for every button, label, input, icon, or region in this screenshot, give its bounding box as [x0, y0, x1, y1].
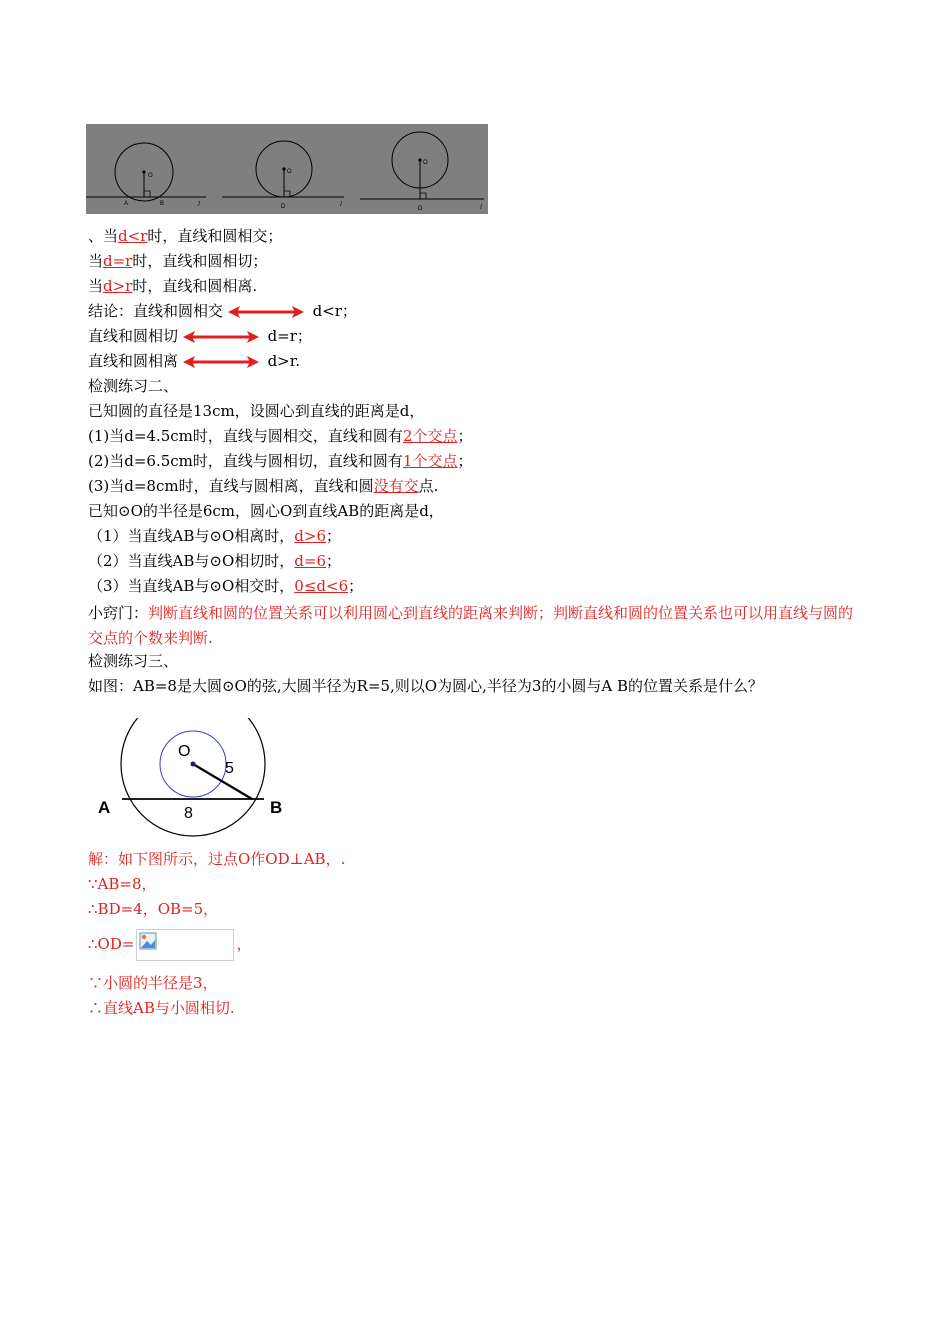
text: 直线和圆相切: [88, 327, 179, 345]
condition-separate: [88, 276, 257, 296]
solution-line-4: [88, 928, 251, 961]
label-b: B: [270, 798, 283, 817]
condition-intersect: [88, 226, 282, 246]
label-b-1: B: [160, 201, 165, 207]
solution-line-5: ∵小圆的半径是3，: [88, 974, 218, 992]
text: ；: [326, 552, 342, 570]
conclusion-tangent: [88, 326, 312, 346]
label-d-3: D: [418, 206, 423, 212]
text: (3)当d=8cm时，直线与圆相离，直线和圆: [88, 477, 374, 495]
text: 时，直线和圆相切；: [132, 252, 268, 270]
double-arrow-icon: [183, 355, 259, 369]
text: 当: [88, 252, 104, 270]
solution-line-3: ∴BD=4，OB=5，: [88, 900, 219, 918]
tip-paragraph: [88, 601, 868, 651]
text: （1）当直线AB与⊙O相离时，: [88, 527, 295, 545]
right-angle-mark-1: [144, 191, 150, 197]
right-angle-mark-3: [420, 193, 426, 199]
problem-1-part-1: [88, 426, 472, 446]
radius-ob: [193, 764, 252, 799]
solution-line-6: ∴直线AB与小圆相切.: [88, 999, 235, 1017]
answer-blank: d<r: [118, 227, 148, 245]
answer-blank: d=6: [294, 552, 326, 570]
double-arrow-icon: [228, 305, 304, 319]
formula-image-placeholder: [136, 929, 234, 961]
text: (1)当d=4.5cm时，直线与圆相交，直线和圆有: [88, 427, 403, 445]
text: ；: [457, 427, 473, 445]
text: d>r.: [267, 352, 301, 370]
concentric-circles-svg: [95, 718, 295, 842]
problem-statement-3: 如图：AB=8是大圆⊙O的弦,大圆半径为R=5,则以O为圆心,半径为3的小圆与A B的位置关系是什么？: [88, 677, 764, 695]
label-a-1: A: [124, 201, 129, 207]
label-a: A: [98, 798, 111, 817]
condition-tangent: [88, 251, 267, 271]
text: ；: [457, 452, 473, 470]
conclusion-intersect: [88, 301, 357, 321]
text: 、当: [88, 227, 119, 245]
text: d<r；: [312, 302, 357, 320]
label-l-2: l: [340, 200, 342, 208]
problem-2-part-2: [88, 551, 341, 571]
large-circle: [121, 718, 265, 836]
center-point-o: [191, 762, 196, 767]
answer-blank: 2个交点: [402, 427, 458, 445]
answer-blank: d>r: [103, 277, 133, 295]
text: ；: [326, 527, 342, 545]
label-l-1: l: [198, 200, 200, 208]
text: （3）当直线AB与⊙O相交时，: [88, 577, 295, 595]
problem-statement-1: 已知圆的直径是13cm，设圆心到直线的距离是d，: [88, 402, 425, 420]
text: d=r；: [267, 327, 312, 345]
text: 当: [88, 277, 104, 295]
answer-blank: 没有交: [373, 477, 419, 495]
label-o-1: O: [148, 173, 153, 179]
solution-line-2: ∵AB=8，: [88, 875, 157, 893]
problem-2-part-1: [88, 526, 341, 546]
label-5: 5: [225, 760, 234, 777]
label-o: O: [178, 743, 191, 760]
section-heading-3: 检测练习三、: [88, 652, 179, 670]
problem-1-part-3: [88, 476, 438, 496]
text: 时，直线和圆相离.: [132, 277, 258, 295]
label-l-3: l: [480, 203, 482, 211]
text: (2)当d=6.5cm时，直线与圆相切，直线和圆有: [88, 452, 403, 470]
label-8: 8: [184, 805, 193, 822]
circle-line-figure-svg: [86, 124, 488, 214]
circle-line-figure: [86, 124, 488, 214]
label-o-3: O: [423, 160, 428, 166]
answer-blank: 1个交点: [402, 452, 458, 470]
text: ∴OD=: [88, 935, 135, 953]
problem-statement-2: 已知⊙O的半径是6cm，圆心O到直线AB的距离是d，: [88, 502, 444, 520]
label-o-2: O: [287, 169, 292, 175]
text: 点.: [418, 477, 439, 495]
problem-2-part-3: [88, 576, 363, 596]
text: 时，直线和圆相交；: [147, 227, 283, 245]
text: （2）当直线AB与⊙O相切时，: [88, 552, 295, 570]
answer-blank: 0≤d<6: [294, 577, 349, 595]
concentric-circles-figure: [95, 718, 295, 842]
problem-1-part-2: [88, 451, 472, 471]
label-d-2: D: [281, 204, 286, 210]
conclusion-separate: [88, 351, 300, 371]
text: ；: [348, 577, 364, 595]
broken-image-icon: [139, 932, 157, 950]
tip-label: 小窍门：: [88, 604, 149, 622]
text: 结论：直线和圆相交: [88, 302, 224, 320]
solution-line-1: 解：如下图所示，过点O作OD⊥AB，.: [88, 850, 346, 868]
text: 直线和圆相离: [88, 352, 179, 370]
answer-blank: d>6: [294, 527, 326, 545]
section-heading-2: 检测练习二、: [88, 377, 179, 395]
answer-blank: d=r: [103, 252, 133, 270]
text: ，: [236, 935, 252, 953]
tip-text: 判断直线和圆的位置关系可以利用圆心到直线的距离来判断；判断直线和圆的位置关系也可以用直线与圆的交点的个数来判断.: [88, 604, 854, 647]
double-arrow-icon: [183, 330, 259, 344]
